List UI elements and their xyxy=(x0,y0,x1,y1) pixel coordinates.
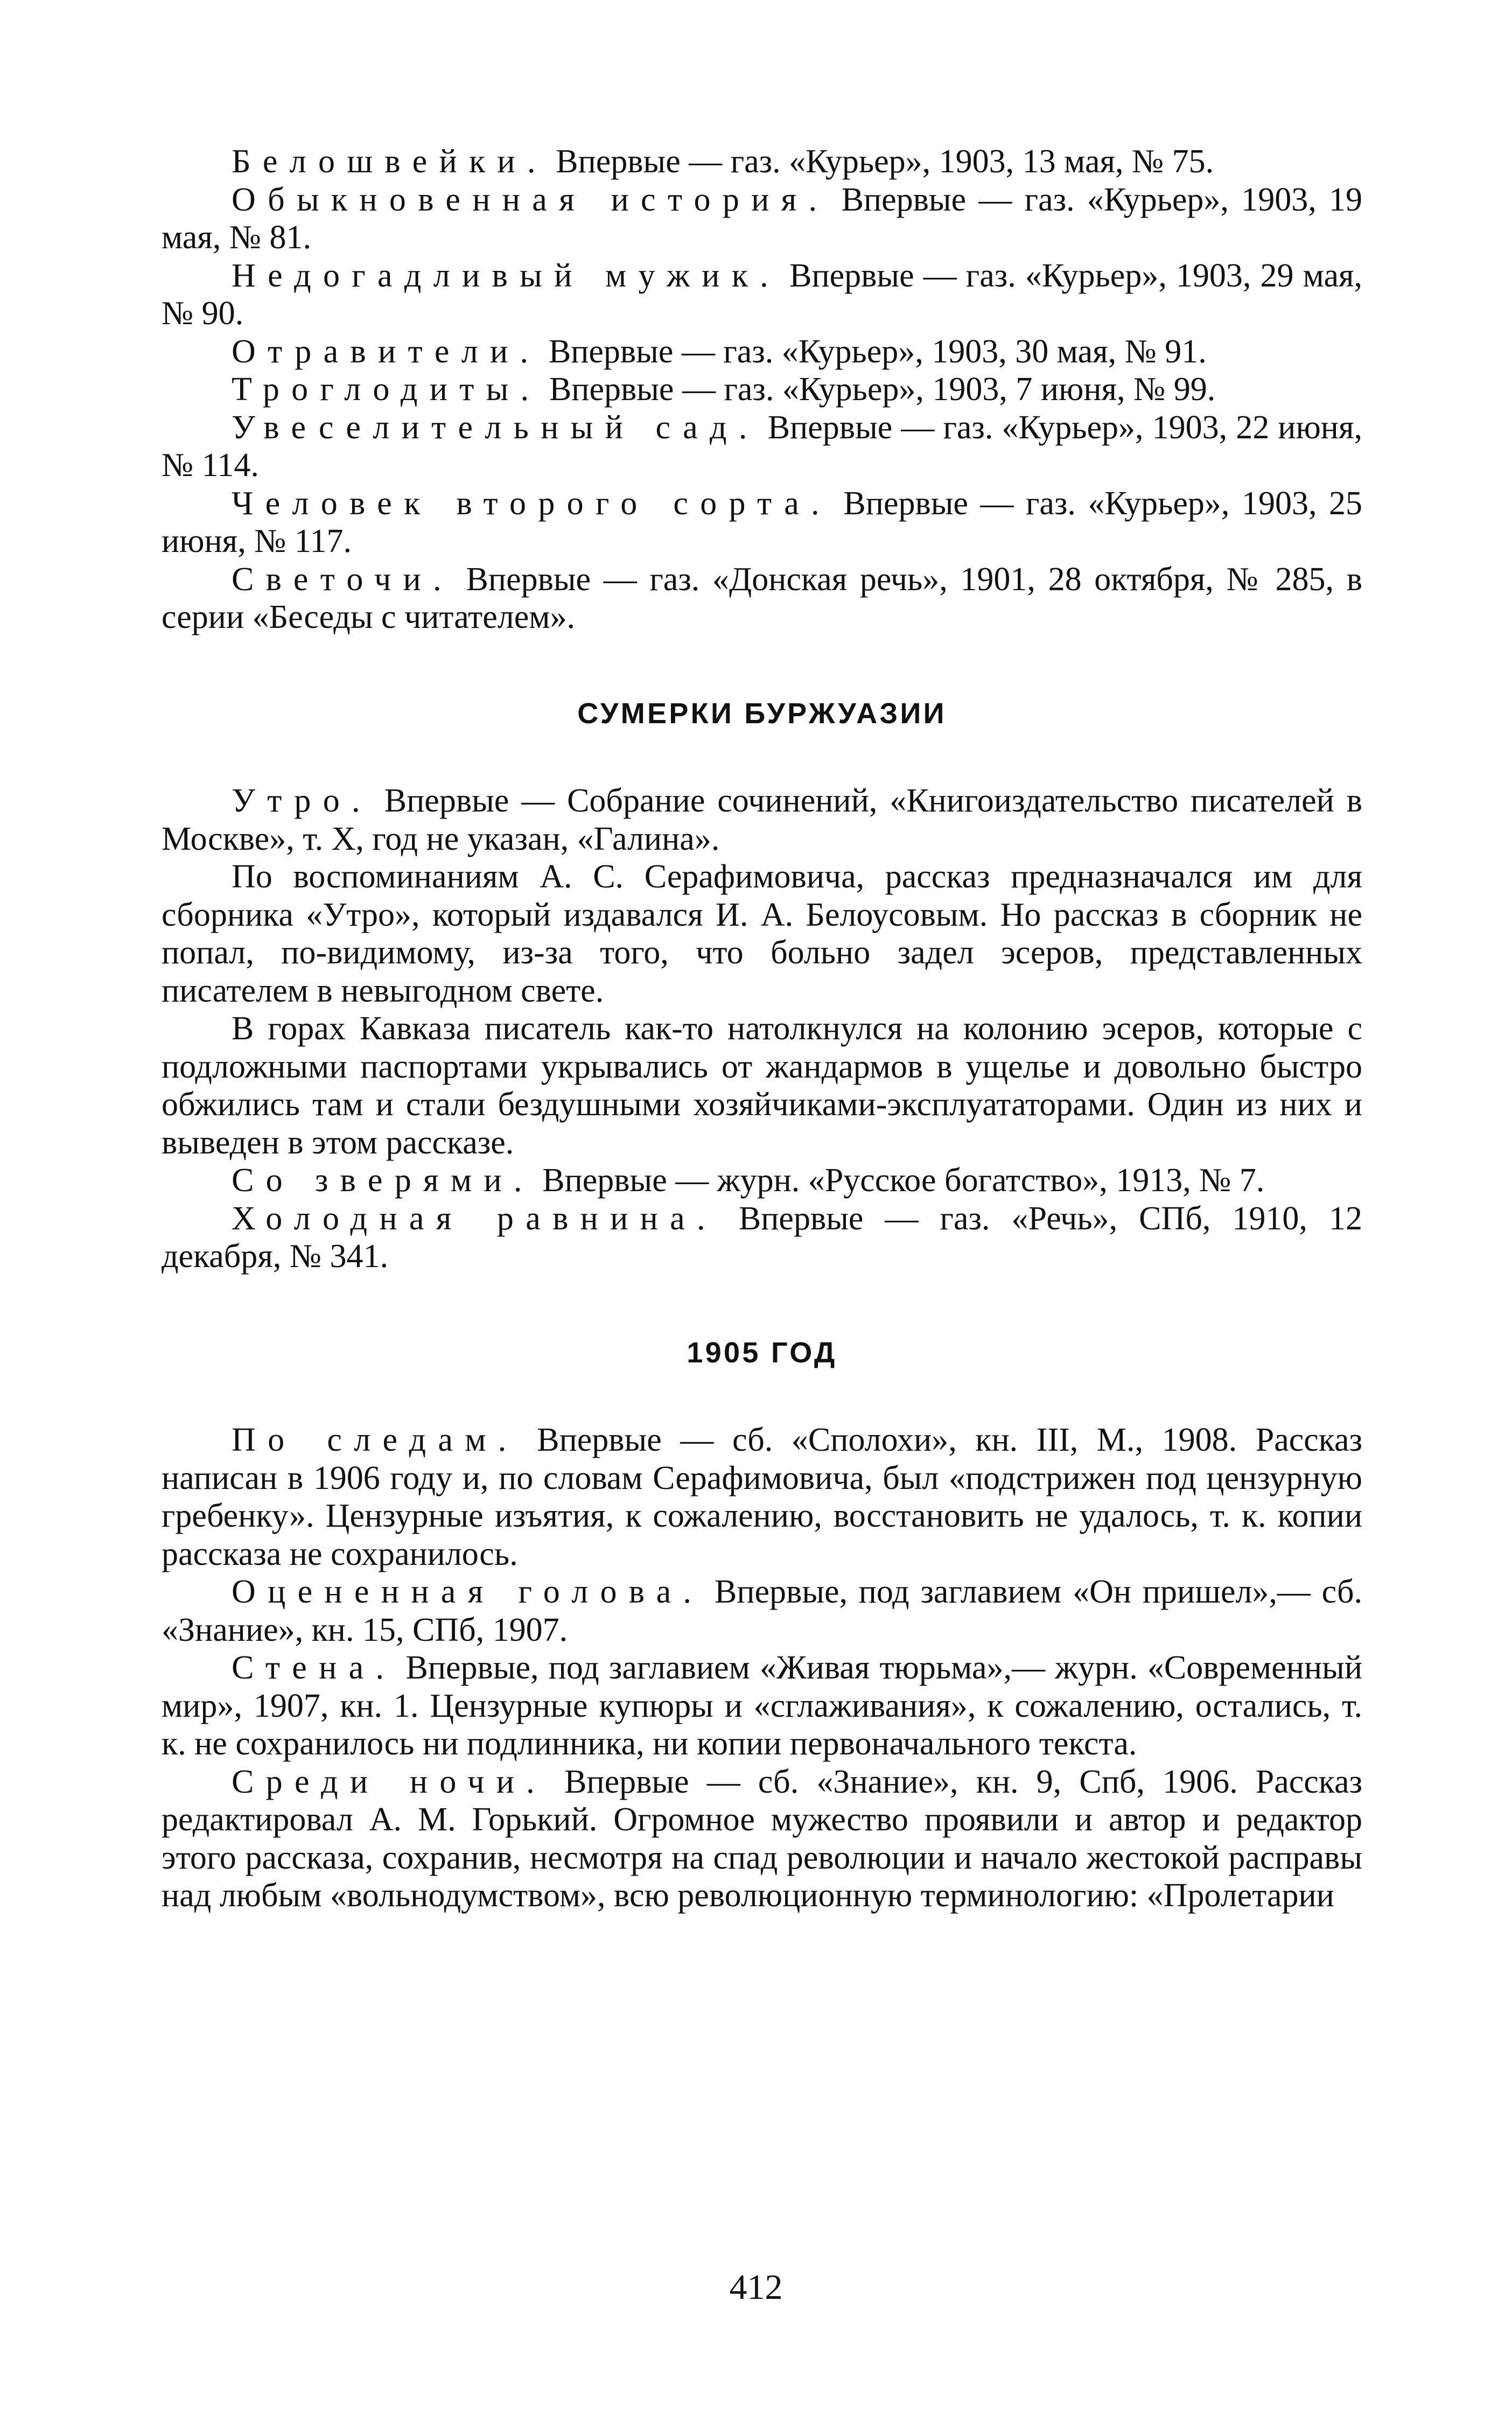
bibliography-entry xyxy=(162,181,1362,257)
bibliography-entry xyxy=(162,485,1362,561)
entry-text: Впервые, под заглавием «Он пришел»,— сб. «Знание», кн. 15, СПб, 1907. xyxy=(162,1573,1362,1648)
entry-title: Утро. xyxy=(232,782,372,819)
entry-title: Холодная равнина. xyxy=(232,1200,717,1237)
bibliography-entry xyxy=(162,333,1362,371)
page-content xyxy=(162,143,1362,1915)
bibliography-entry xyxy=(162,1421,1362,1573)
bibliography-entry xyxy=(162,782,1362,858)
entry-title: Недогадливый мужик. xyxy=(232,257,780,294)
bibliography-entry xyxy=(162,1162,1362,1200)
commentary-paragraph: По воспоминаниям А. С. Серафимовича, рассказ предназначался им для сборника «Утро», который издавался И. А. Белоусовым. Но рассказ в сборник не попал, по-видимому, из-за того, что больно задел эсеров, представленных писателем в невыгодном свете. xyxy=(162,858,1362,1009)
commentary-paragraph: В горах Кавказа писатель как-то натолкнулся на колонию эсеров, которые с подложными паспортами укрывались от жандармов в ущелье и довольно быстро обжились там и стали бездушными хозяйчиками-эксплуататорами. Один из них и выведен в этом рассказе. xyxy=(162,1010,1362,1161)
bibliography-entry xyxy=(162,143,1362,181)
entry-text: Впервые — газ. «Курьер», 1903, 7 июня, № 99. xyxy=(541,371,1216,408)
bibliography-entry xyxy=(162,1649,1362,1763)
entry-text: Впервые — газ. «Курьер», 1903, 25 июня, № 117. xyxy=(162,485,1362,559)
bibliography-entry xyxy=(162,1763,1362,1915)
entry-text: Впервые — Собрание сочинений, «Книгоиздательство писателей в Москве», т. X, год не указан, «Галина». xyxy=(162,782,1362,857)
entry-text: Впервые — газ. «Курьер», 1903, 13 мая, № 75. xyxy=(547,143,1214,180)
section-heading: 1905 ГОД xyxy=(687,1336,837,1369)
bibliography-entry xyxy=(162,561,1362,637)
entry-title: Среди ночи. xyxy=(232,1763,547,1800)
entry-title: Троглодиты. xyxy=(232,371,541,408)
entry-text: Впервые — газ. «Донская речь», 1901, 28 октября, № 285, в серии «Беседы с читателем». xyxy=(162,561,1362,635)
entry-title: По следам. xyxy=(232,1422,519,1458)
entry-text: Впервые — газ. «Курьер», 1903, 30 мая, № 91. xyxy=(540,333,1207,370)
entry-title: Оцененная голова. xyxy=(232,1573,704,1610)
entry-text: Впервые — сб. «Знание», кн. 9, Спб, 1906. Рассказ редактировал А. М. Горький. Огромное мужество проявили и автор и редактор этого рассказа, сохранив, несмотря на спад революции и начало жестокой расправы над любым «вольнодумством», всю революционную терминологию: «Пролетарии xyxy=(162,1763,1362,1914)
entry-text: Впервые — газ. «Курьер», 1903, 22 июня, № 114. xyxy=(162,409,1362,484)
bibliography-entry xyxy=(162,409,1362,485)
section-heading: СУМЕРКИ БУРЖУАЗИИ xyxy=(577,697,947,730)
entry-text: Впервые — газ. «Курьер», 1903, 29 мая, № 90. xyxy=(162,257,1362,332)
entry-text: Впервые — журн. «Русское богатство», 1913, № 7. xyxy=(534,1162,1265,1199)
entry-text: Впервые, под заглавием «Живая тюрьма»,— журн. «Современный мир», 1907, кн. 1. Цензурные купюры и «сглаживания», к сожалению, остались, т. к. не сохранилось ни подлинника, ни копии первоначального текста. xyxy=(162,1649,1362,1762)
entry-title: Увеселительный сад. xyxy=(232,409,759,446)
page-number: 412 xyxy=(729,2268,783,2307)
entry-title: Со зверями. xyxy=(232,1162,534,1199)
entry-text: Впервые — газ. «Речь», СПб, 1910, 12 декабря, № 341. xyxy=(162,1200,1362,1275)
entry-title: Человек второго сорта. xyxy=(232,485,831,522)
entry-title: Стена. xyxy=(232,1649,396,1686)
bibliography-entry xyxy=(162,257,1362,333)
entry-title: Светочи. xyxy=(232,561,453,598)
entry-text: Впервые — сб. «Сполохи», кн. III, М., 1908. Рассказ написан в 1906 году и, по словам Серафимовича, был «подстрижен под цензурную гребенку». Цензурные изъятия, к сожалению, восстановить не удалось, т. к. копии рассказа не сохранилось. xyxy=(162,1422,1362,1572)
entry-title: Обыкновенная история. xyxy=(232,181,829,218)
bibliography-entry xyxy=(162,1573,1362,1649)
entry-text: Впервые — газ. «Курьер», 1903, 19 мая, № 81. xyxy=(162,181,1362,256)
entry-title: Белошвейки. xyxy=(232,143,548,180)
bibliography-entry xyxy=(162,1200,1362,1276)
bibliography-entry xyxy=(162,370,1362,409)
entry-title: Отравители. xyxy=(232,333,541,370)
